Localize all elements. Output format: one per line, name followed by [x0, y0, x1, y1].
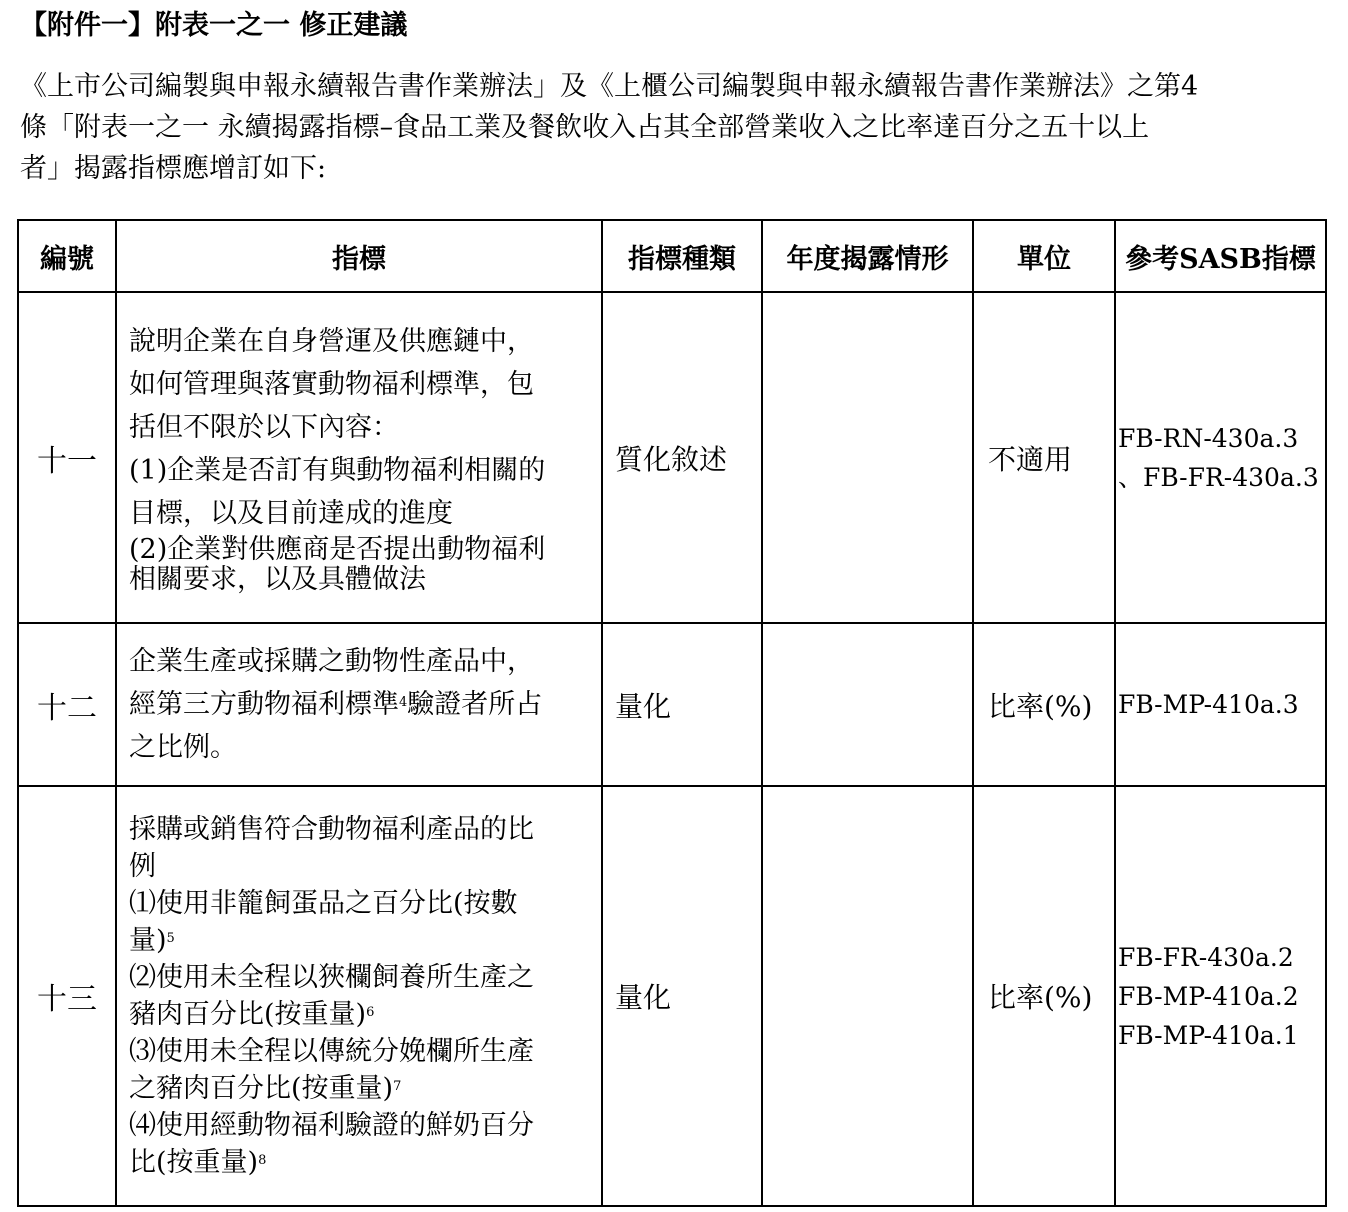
intro-line: 者」揭露指標應增訂如下:	[20, 153, 327, 184]
sasb-code: FB-MP-410a.2	[1118, 981, 1299, 1011]
row-annual-disclosure	[762, 786, 973, 1206]
row-type: 量化	[602, 786, 762, 1206]
footnote-ref: 6	[366, 1005, 375, 1020]
row-number: 十三	[18, 786, 116, 1206]
row-indicator	[116, 623, 602, 786]
indicator-line: 如何管理與落實動物福利標準，包	[129, 369, 534, 400]
header-type: 指標種類	[602, 220, 762, 292]
header-unit: 單位	[973, 220, 1115, 292]
table-row	[18, 786, 1326, 1206]
document-heading: 【附件一】附表一之一 修正建議	[20, 10, 408, 41]
intro-paragraph	[20, 66, 1332, 189]
table-header-row	[18, 220, 1326, 292]
row-sasb	[1115, 623, 1326, 786]
row-number: 十二	[18, 623, 116, 786]
indicator-text: 豬肉百分比(按重量)	[129, 999, 367, 1030]
indicator-text: 驗證者所占	[407, 689, 543, 720]
header-annual-disclosure: 年度揭露情形	[762, 220, 973, 292]
indicator-line	[129, 683, 597, 726]
intro-line: 條「附表一之一 永續揭露指標–食品工業及餐飲收入占其全部營業收入之比率達百分之五十以上	[20, 112, 1150, 143]
indicator-line: 採購或銷售符合動物福利產品的比	[129, 814, 534, 845]
row-annual-disclosure	[762, 292, 973, 623]
indicator-line: (1)企業是否訂有與動物福利相關的	[129, 455, 546, 486]
indicator-line: 例	[129, 851, 156, 882]
indicator-text: 量)	[129, 925, 167, 956]
indicator-line: 說明企業在自身營運及供應鏈中，	[129, 326, 534, 357]
row-sasb	[1115, 786, 1326, 1206]
indicator-line: 目標，以及目前達成的進度	[129, 498, 453, 529]
indicator-line	[129, 922, 597, 959]
row-indicator	[116, 292, 602, 623]
indicator-line	[129, 996, 597, 1033]
header-indicator: 指標	[116, 220, 602, 292]
row-unit: 不適用	[973, 292, 1115, 623]
footnote-ref: 7	[393, 1079, 402, 1094]
indicator-line: 括但不限於以下內容：	[129, 412, 399, 443]
sasb-code: 、FB-FR-430a.3	[1118, 462, 1319, 492]
indicator-line	[129, 1144, 597, 1181]
sasb-code: FB-MP-410a.3	[1118, 690, 1299, 719]
indicator-line: 企業生產或採購之動物性產品中，	[129, 646, 534, 677]
sasb-code: FB-MP-410a.1	[1118, 1020, 1299, 1050]
row-type: 質化敘述	[602, 292, 762, 623]
row-indicator	[116, 786, 602, 1206]
row-unit: 比率(%)	[973, 786, 1115, 1206]
intro-line: 《上市公司編製與申報永續報告書作業辦法」及《上櫃公司編製與申報永續報告書作業辦法》之第4	[20, 71, 1199, 102]
sasb-code: FB-RN-430a.3	[1118, 423, 1299, 453]
indicator-line: ⑴使用非籠飼蛋品之百分比(按數	[129, 888, 518, 919]
indicator-line: ⑵使用未全程以狹欄飼養所生產之	[129, 962, 534, 993]
row-number: 十一	[18, 292, 116, 623]
row-sasb	[1115, 292, 1326, 623]
header-sasb: 參考SASB指標	[1115, 220, 1326, 292]
header-number: 編號	[18, 220, 116, 292]
footnote-ref: 8	[258, 1153, 267, 1168]
indicator-line: ⑶使用未全程以傳統分娩欄所生產	[129, 1036, 534, 1067]
indicator-table	[17, 219, 1327, 1207]
row-type: 量化	[602, 623, 762, 786]
footnote-ref: 4	[399, 695, 408, 710]
table-row	[18, 292, 1326, 623]
indicator-line: (2)企業對供應商是否提出動物福利	[129, 534, 546, 565]
indicator-text: 比(按重量)	[129, 1147, 259, 1178]
indicator-text: 經第三方動物福利標準	[129, 689, 399, 720]
row-annual-disclosure	[762, 623, 973, 786]
indicator-line: 之比例。	[129, 732, 237, 763]
sasb-code: FB-FR-430a.2	[1118, 942, 1294, 972]
table-row	[18, 623, 1326, 786]
indicator-text: 之豬肉百分比(按重量)	[129, 1073, 394, 1104]
row-unit: 比率(%)	[973, 623, 1115, 786]
footnote-ref: 5	[166, 931, 175, 946]
indicator-line: ⑷使用經動物福利驗證的鮮奶百分	[129, 1110, 534, 1141]
indicator-line	[129, 1070, 597, 1107]
indicator-line: 相關要求，以及具體做法	[129, 564, 426, 595]
